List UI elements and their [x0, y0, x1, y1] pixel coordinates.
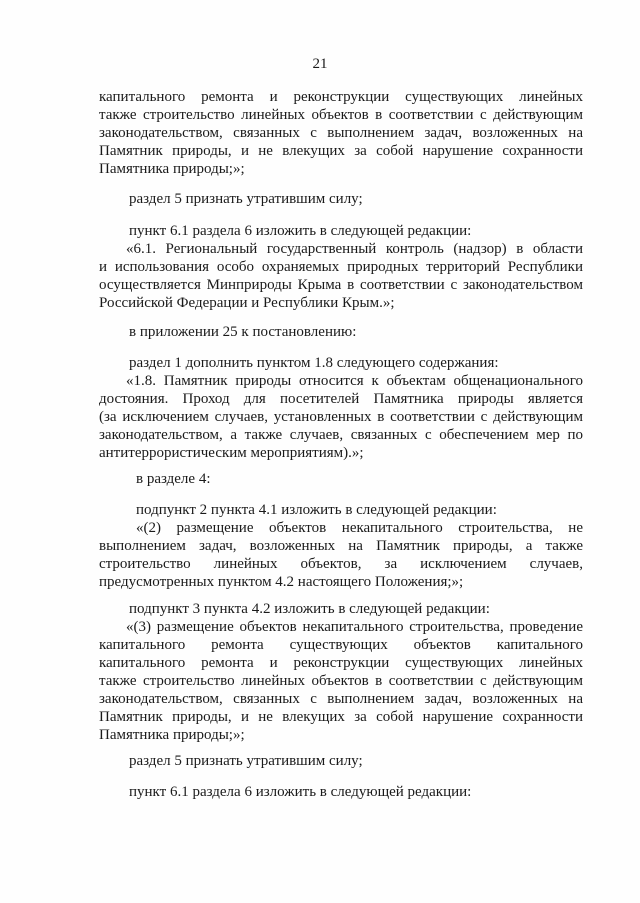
text-line: подпункт 2 пункта 4.1 изложить в следующей редакции: [136, 502, 497, 518]
page-number: 21 [312, 56, 328, 72]
text-line: «(3) размещение объектов некапитального строительства, проведение [126, 619, 583, 635]
text-line: раздел 5 признать утратившим силу; [129, 191, 363, 207]
text-line: в разделе 4: [136, 471, 211, 487]
text-line: пункт 6.1 раздела 6 изложить в следующей редакции: [129, 223, 472, 239]
text-line: Памятника природы;»; [99, 161, 245, 177]
text-line: подпункт 3 пункта 4.2 изложить в следующей редакции: [129, 601, 490, 617]
text-line: и использования особо охраняемых природных территорий Республики [99, 259, 583, 275]
text-line: достояния. Проход для посетителей Памятника природы является [99, 391, 583, 407]
text-line: «1.8. Памятник природы относится к объектам общенационального [126, 373, 583, 389]
text-line: законодательством, а также случаев, связанных с обеспечением мер по [99, 427, 583, 443]
text-line: капитального ремонта существующих объектов капитального [99, 637, 583, 653]
text-line: (за исключением случаев, установленных в соответствии с действующим [99, 409, 583, 425]
text-line: Памятник природы, и не влекущих за собой нарушение сохранности [99, 143, 583, 159]
text-line: законодательством, связанных с выполнением задач, возложенных на [99, 691, 583, 707]
text-line: капитального ремонта и реконструкции существующих линейных [99, 89, 583, 105]
text-line: Памятника природы;»; [99, 727, 245, 743]
text-line: раздел 5 признать утратившим силу; [129, 753, 363, 769]
text-line: также строительство линейных объектов в соответствии с действующим [99, 673, 583, 689]
text-line: «(2) размещение объектов некапитального строительства, не [136, 520, 583, 536]
text-line: законодательством, связанных с выполнением задач, возложенных на [99, 125, 583, 141]
text-line: осуществляется Минприроды Крыма в соответствии с законодательством [99, 277, 583, 293]
text-line: также строительство линейных объектов в соответствии с действующим [99, 107, 583, 123]
text-line: в приложении 25 к постановлению: [129, 324, 357, 340]
text-line: пункт 6.1 раздела 6 изложить в следующей редакции: [129, 784, 472, 800]
text-line: строительство линейных объектов, за исключением случаев, [99, 556, 583, 572]
text-line: антитеррористическим мероприятиям).»; [99, 445, 364, 461]
text-line: предусмотренных пунктом 4.2 настоящего Положения;»; [99, 574, 464, 590]
text-line: Российской Федерации и Республики Крым.»; [99, 295, 395, 311]
text-line: «6.1. Региональный государственный контроль (надзор) в области [126, 241, 583, 257]
text-line: капитального ремонта и реконструкции существующих линейных [99, 655, 583, 671]
text-line: раздел 1 дополнить пунктом 1.8 следующего содержания: [129, 355, 499, 371]
text-line: Памятник природы, и не влекущих за собой нарушение сохранности [99, 709, 583, 725]
text-line: выполнением задач, возложенных на Памятник природы, а также [99, 538, 583, 554]
